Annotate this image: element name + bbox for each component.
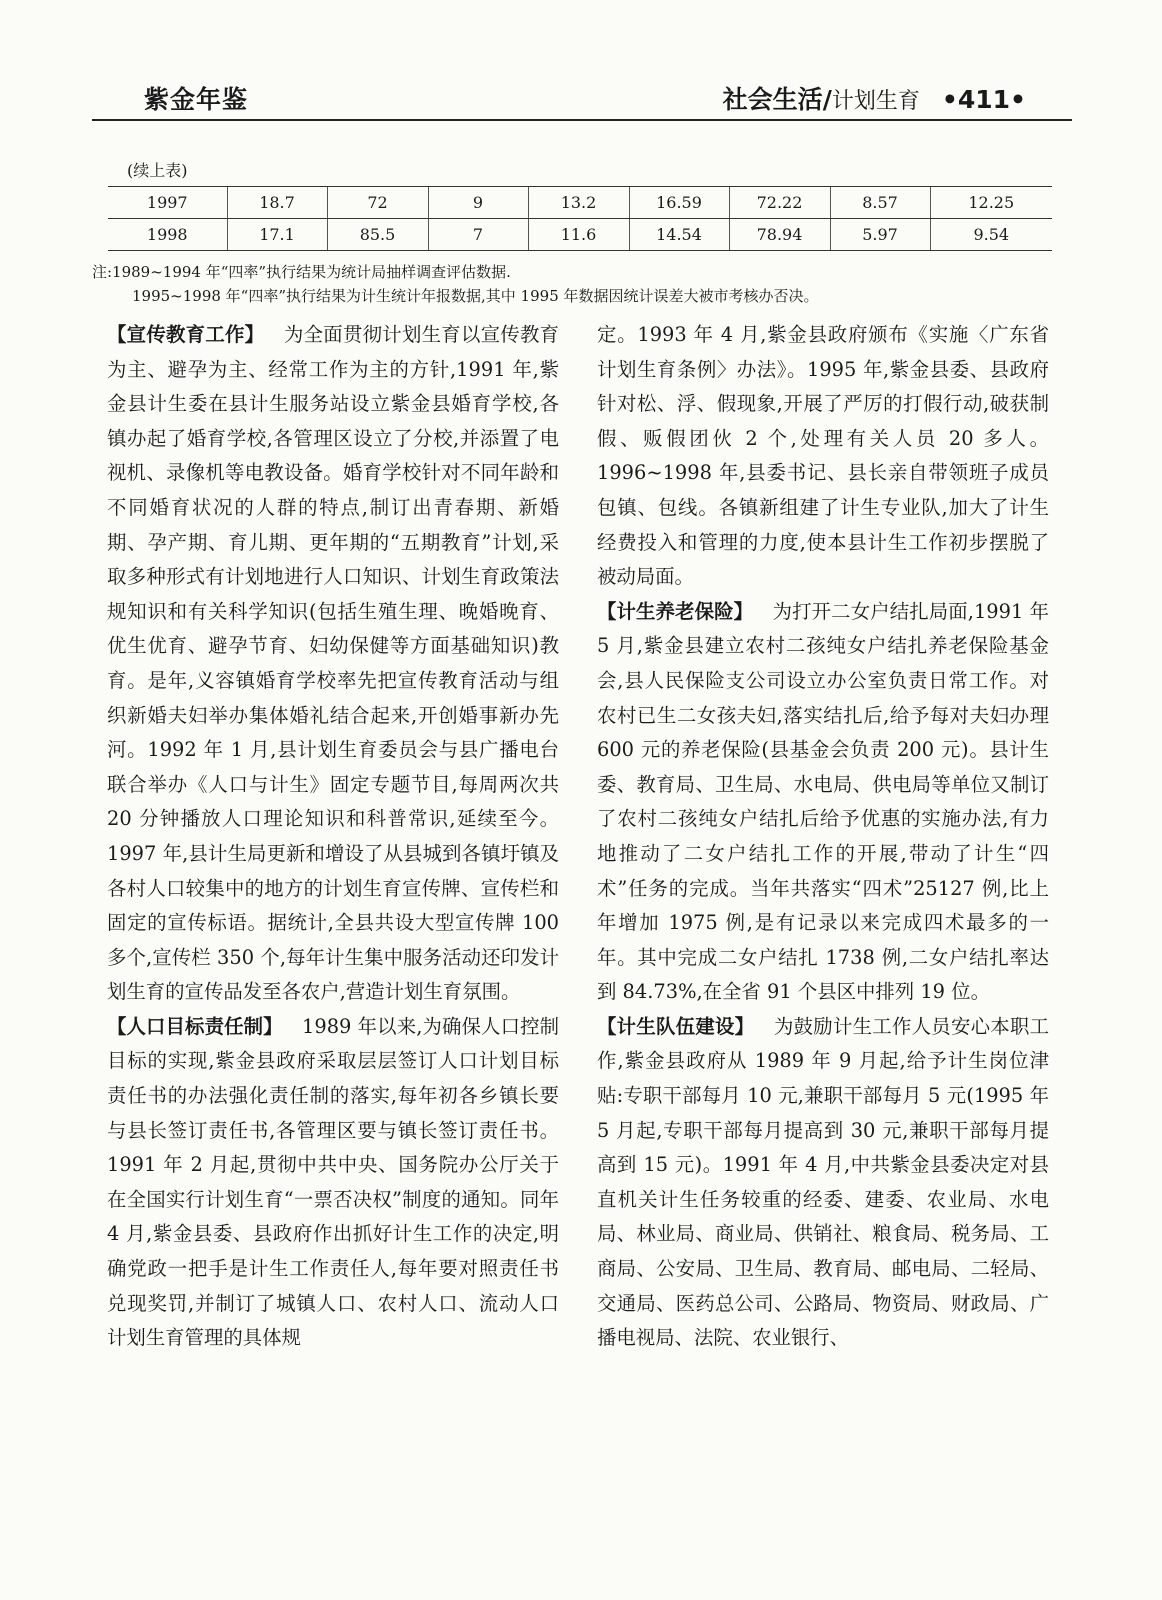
note-line: 1995~1998 年“四率”执行结果为计生统计年报数据,其中 1995 年数据因统计误差大被市考核办否决。 [132,287,819,305]
section-heading: 【宣传教育工作】 [107,323,265,346]
table-cell: 13.2 [528,187,629,219]
page-header [92,78,1072,118]
section-heading: 【计生队伍建设】 [597,1014,755,1038]
table-cell: 16.59 [629,187,729,219]
table-continued-label: (续上表) [127,161,188,180]
section-heading: 【计生养老保险】 [597,599,754,623]
table-cell: 1998 [108,219,227,251]
note-line: 注:1989~1994 年“四率”执行结果为统计局抽样调查评估数据. [92,263,511,281]
right-column [597,318,1049,1356]
paragraph-text: 1989 年以来,为确保人口控制目标的实现,紫金县政府采取层层签订人口计划目标责任书的办法强化责任制的落实,每年初各乡镇长要与县长签订责任书,各管理区要与镇长签订责任书。1991 年 2 月起,贯彻中共中央、国务院办公厅关于在全国实行计划生育“一票否决权”制度的通知。同年 4 月,紫金县委、县政府作出抓好计生工作的决定,明确党政一把手是计生工作责任人,每年要对照责任书兑现奖罚,并制订了城镇人口、农村人口、流动人口计划生育管理的具体规 [107,1014,559,1350]
table-cell: 8.57 [830,187,930,219]
table-row [108,187,1052,219]
table-cell: 12.25 [930,187,1052,219]
table-cell: 72 [327,187,428,219]
table-cell: 85.5 [327,219,428,251]
table-cell: 11.6 [528,219,629,251]
page-number: •411• [941,85,1026,114]
table-notes [92,260,819,308]
table-cell: 9 [428,187,528,219]
subsection-name: 计划生育 [831,89,920,114]
table-cell: 78.94 [729,219,830,251]
paragraph [597,318,1049,595]
section-name: 社会生活 [722,85,823,114]
paragraph-text: 定。1993 年 4 月,紫金县政府颁布《实施〈广东省计划生育条例〉办法》。1995 年,紫金县委、县政府针对松、浮、假现象,开展了严厉的打假行动,破获制假、贩假团伙 2 个,处理有关人员 20 多人。1996~1998 年,县委书记、县长亲自带领班子成员包镇、包线。各镇新组建了计生专业队,加大了计生经费投入和管理的力度,使本县计生工作初步摆脱了被动局面。 [597,323,1049,589]
paragraph [107,318,559,1010]
data-table [108,186,1052,251]
paragraph-text: 为全面贯彻计划生育以宣传教育为主、避孕为主、经常工作为主的方针,1991 年,紫金县计生委在县计生服务站设立紫金县婚育学校,各镇办起了婚育学校,各管理区设立了分校,并添置了电视机、录像机等电教设备。婚育学校针对不同年龄和不同婚育状况的人群的特点,制订出青春期、新婚期、孕产期、育儿期、更年期的“五期教育”计划,采取多种形式有计划地进行人口知识、计划生育政策法规知识和有关科学知识(包括生殖生理、晚婚晚育、优生优育、避孕节育、妇幼保健等方面基础知识)教育。是年,义容镇婚育学校率先把宣传教育活动与组织新婚夫妇举办集体婚礼结合起来,开创婚事新办先河。1992 年 1 月,县计划生育委员会与县广播电台联合举办《人口与计生》固定专题节目,每周两次共 20 分钟播放人口理论知识和科普常识,延续至今。1997 年,县计生局更新和增设了从县城到各镇圩镇及各村人口较集中的地方的计划生育宣传牌、宣传栏和固定的宣传标语。据统计,全县共设大型宣传牌 100 多个,宣传栏 350 个,每年计生集中服务活动还印发计划生育的宣传品发至各农户,营造计划生育氛围。 [107,323,559,1004]
table-cell: 5.97 [830,219,930,251]
table-cell: 72.22 [729,187,830,219]
paragraph [107,1010,559,1356]
table-row [108,219,1052,251]
paragraph-text: 为鼓励计生工作人员安心本职工作,紫金县政府从 1989 年 9 月起,给予计生岗位津贴:专职干部每月 10 元,兼职干部每月 5 元(1995 年 5 月起,专职干部每月提高到 30 元,兼职干部每月提高到 15 元)。1991 年 4 月,中共紫金县委决定对县直机关计生任务较重的经委、建委、农业局、水电局、林业局、商业局、供销社、粮食局、税务局、工商局、公安局、卫生局、教育局、邮电局、二轻局、交通局、医药总公司、公路局、物资局、财政局、广播电视局、法院、农业银行、 [597,1014,1049,1350]
table-cell: 17.1 [227,219,327,251]
section-title: 社会生活/计划生育 •411• [722,85,1026,114]
table-cell: 7 [428,219,528,251]
paragraph [597,595,1049,1010]
section-heading: 【人口目标责任制】 [107,1014,283,1038]
table-cell: 18.7 [227,187,327,219]
book-title: 紫金年鉴 [144,85,249,114]
table-cell: 1997 [108,187,227,219]
paragraph [597,1010,1049,1356]
paragraph-text: 为打开二女户结扎局面,1991 年 5 月,紫金县建立农村二孩纯女户结扎养老保险基金会,县人民保险支公司设立办公室负责日常工作。对农村已生二女孩夫妇,落实结扎后,给予每对夫妇办理 600 元的养老保险(县基金会负责 200 元)。县计生委、教育局、卫生局、水电局、供电局等单位又制订了农村二孩纯女户结扎后给予优惠的实施办法,有力地推动了二女户结扎工作的开展,带动了计生“四术”任务的完成。当年共落实“四术”25127 例,比上年增加 1975 例,是有记录以来完成四术最多的一年。其中完成二女户结扎 1738 例,二女户结扎率达到 84.73%,在全省 91 个县区中排列 19 位。 [597,599,1049,1004]
table-cell: 9.54 [930,219,1052,251]
header-rule [92,119,1072,121]
left-column [107,318,559,1356]
table-cell: 14.54 [629,219,729,251]
